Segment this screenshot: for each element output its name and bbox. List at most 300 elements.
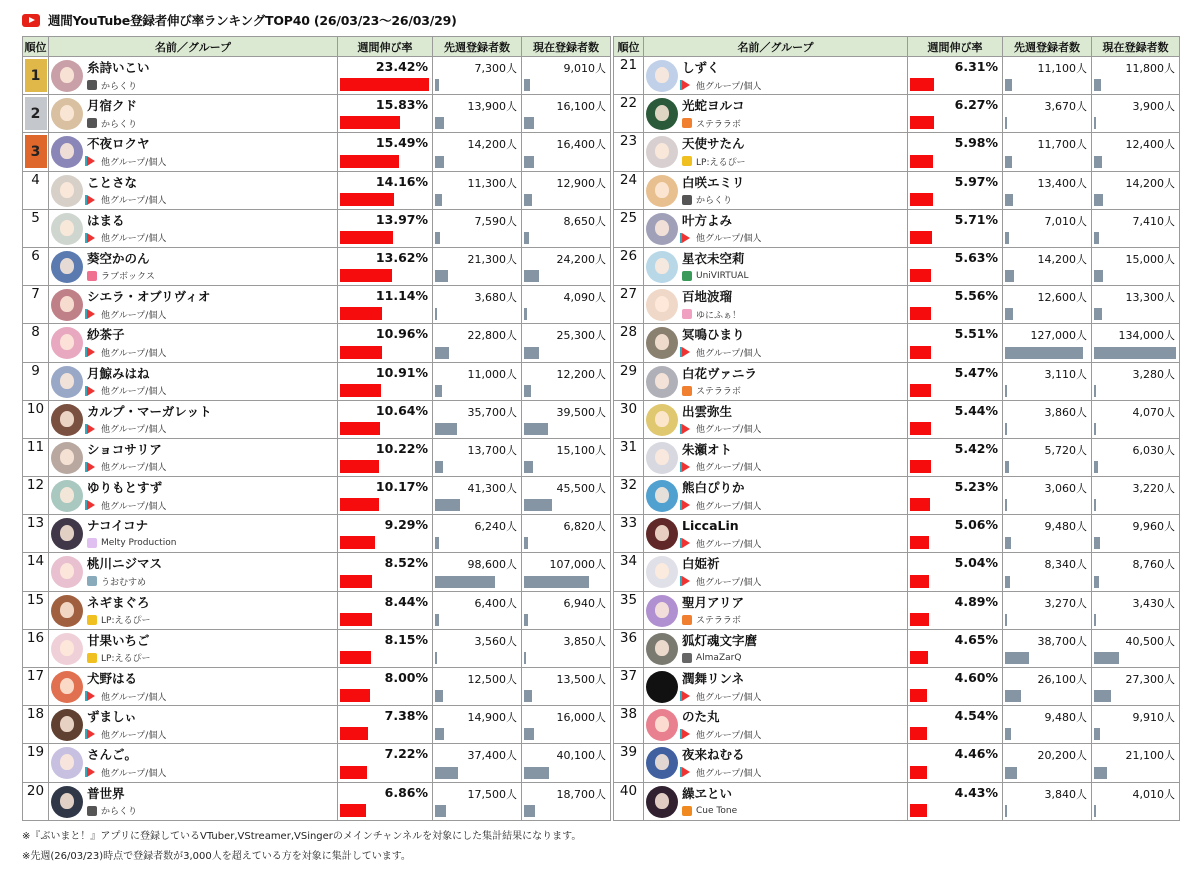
prev-subs: 5,720人: [1044, 443, 1087, 457]
group-logo-icon: [682, 576, 692, 586]
current-subs-bar: [1094, 728, 1100, 740]
growth-bar: [910, 155, 933, 168]
prev-subs: 35,700人: [467, 405, 517, 419]
vtuber-name: 冥鳴ひまり: [682, 327, 745, 343]
growth-cell: [908, 324, 1003, 362]
prev-subs: 3,680人: [474, 291, 517, 305]
growth-rate: 10.96%: [375, 326, 428, 342]
growth-cell: [908, 247, 1003, 285]
prev-subs-bar: [435, 537, 439, 549]
rank-cell: [614, 782, 644, 820]
prev-subs-bar: [435, 576, 495, 588]
name-cell: [49, 668, 338, 706]
growth-cell: [908, 286, 1003, 324]
prev-subs: 98,600人: [467, 558, 517, 572]
prev-subs-bar: [435, 652, 437, 664]
growth-cell: [338, 362, 433, 400]
group-logo-icon: [87, 615, 97, 625]
vtuber-name: 熊白ぴりか: [682, 480, 745, 496]
table-row: [614, 209, 1180, 247]
growth-bar: [340, 78, 429, 91]
group-label: [87, 499, 166, 511]
table-row: [23, 744, 611, 782]
vtuber-avatar-icon: [646, 136, 678, 168]
current-subs-cell: [1092, 209, 1180, 247]
group-logo-icon: [682, 271, 692, 281]
vtuber-name: 月宿クド: [87, 98, 138, 114]
name-cell: [644, 133, 908, 171]
current-subs-cell: [522, 477, 611, 515]
rank-cell: [614, 171, 644, 209]
rank-number: 16: [26, 629, 45, 646]
current-subs: 25,300人: [556, 329, 606, 343]
rank-number: 32: [619, 477, 638, 494]
growth-bar: [910, 116, 934, 129]
table-row: [614, 591, 1180, 629]
growth-rate: 5.97%: [954, 173, 998, 189]
table-row: [614, 247, 1180, 285]
group-label: [682, 423, 761, 435]
group-logo-icon: [682, 538, 692, 548]
table-row: [23, 668, 611, 706]
group-name: 他グループ/個人: [101, 425, 167, 436]
table-row: [614, 286, 1180, 324]
growth-rate: 4.54%: [954, 708, 998, 724]
prev-subs: 13,400人: [1037, 176, 1087, 190]
name-cell: [49, 515, 338, 553]
table-row: [614, 95, 1180, 133]
name-cell: [49, 362, 338, 400]
vtuber-avatar-icon: [51, 442, 83, 474]
vtuber-name: 繰ヱとい: [682, 785, 733, 801]
current-subs: 40,500人: [1125, 634, 1175, 648]
name-cell: [49, 744, 338, 782]
prev-subs: 22,800人: [467, 329, 517, 343]
name-cell: [49, 400, 338, 438]
growth-rate: 8.15%: [384, 631, 428, 647]
rank-medal: [25, 135, 47, 168]
rank-number: 8: [31, 324, 40, 341]
growth-rate: 10.17%: [375, 479, 428, 495]
vtuber-name: 不夜ロクヤ: [87, 136, 150, 152]
header-current-subs: 現在登録者数: [522, 37, 611, 57]
current-subs-cell: [522, 744, 611, 782]
group-logo-icon: [87, 309, 97, 319]
prev-subs-bar: [1005, 652, 1029, 664]
current-subs: 9,910人: [1132, 711, 1175, 725]
vtuber-name: 天使サたん: [682, 136, 745, 152]
group-label: [87, 385, 166, 397]
name-cell: [644, 591, 908, 629]
current-subs-cell: [1092, 286, 1180, 324]
prev-subs: 37,400人: [467, 749, 517, 763]
rank-number: 34: [619, 553, 638, 570]
vtuber-avatar-icon: [51, 175, 83, 207]
rank-number: 20: [26, 782, 45, 799]
growth-bar: [910, 575, 929, 588]
table-row: [614, 324, 1180, 362]
group-name: 他グループ/個人: [101, 234, 167, 245]
prev-subs-cell: [1003, 400, 1092, 438]
prev-subs-cell: [433, 668, 522, 706]
rank-cell: [23, 209, 49, 247]
growth-bar: [910, 498, 930, 511]
rank-number: 15: [26, 591, 45, 608]
current-subs-bar: [1094, 347, 1176, 359]
group-label: [682, 728, 761, 740]
current-subs: 18,700人: [556, 787, 606, 801]
group-logo-icon: [87, 538, 97, 548]
group-name: 他グループ/個人: [696, 577, 762, 588]
growth-bar: [910, 689, 927, 702]
rank-cell: [614, 400, 644, 438]
prev-subs-cell: [1003, 706, 1092, 744]
growth-bar: [340, 231, 393, 244]
vtuber-avatar-icon: [646, 480, 678, 512]
growth-cell: [338, 782, 433, 820]
group-label: [682, 461, 761, 473]
current-subs-bar: [524, 117, 534, 129]
group-name: 他グループ/個人: [101, 463, 167, 474]
rank-number: 21: [619, 57, 638, 73]
growth-cell: [338, 400, 433, 438]
current-subs-bar: [524, 728, 534, 740]
group-name: からくり: [101, 807, 138, 818]
current-subs-bar: [1094, 537, 1100, 549]
growth-bar: [340, 804, 366, 817]
vtuber-name: 甘果いちご: [87, 632, 150, 648]
growth-bar: [340, 422, 380, 435]
group-logo-icon: [682, 729, 692, 739]
group-logo-icon: [87, 653, 97, 663]
vtuber-name: 叶方よみ: [682, 212, 733, 228]
vtuber-avatar-icon: [646, 556, 678, 588]
growth-cell: [908, 668, 1003, 706]
group-name: からくり: [101, 119, 138, 130]
header-rank: 順位: [614, 37, 644, 57]
current-subs-bar: [524, 614, 528, 626]
current-subs: 8,650人: [563, 214, 606, 228]
rank-cell: [614, 553, 644, 591]
prev-subs: 8,340人: [1044, 558, 1087, 572]
current-subs-cell: [1092, 629, 1180, 667]
prev-subs-cell: [433, 553, 522, 591]
growth-cell: [338, 57, 433, 95]
vtuber-name: 百地波瑠: [682, 289, 733, 305]
growth-bar: [340, 193, 394, 206]
prev-subs-bar: [1005, 194, 1013, 206]
rank-cell: [614, 95, 644, 133]
growth-rate: 10.64%: [375, 402, 428, 418]
table-row: [614, 438, 1180, 476]
current-subs-bar: [524, 767, 549, 779]
name-cell: [49, 782, 338, 820]
rank-cell: [614, 133, 644, 171]
table-row: [614, 744, 1180, 782]
rank-number: 31: [619, 438, 638, 455]
growth-rate: 6.27%: [954, 97, 998, 113]
growth-cell: [908, 744, 1003, 782]
footnote: ※『ぶいまと！』アプリに登録しているVTuber,VStreamer,VSingerのメインチャンネルを対象にした集計結果になります。: [22, 831, 582, 842]
rank-cell: [23, 515, 49, 553]
rank-cell: [614, 629, 644, 667]
rank-number: 30: [619, 400, 638, 417]
growth-rate: 6.31%: [954, 59, 998, 74]
vtuber-name: 狐灯魂文字麿: [682, 632, 758, 648]
rank-cell: [23, 133, 49, 171]
name-cell: [49, 553, 338, 591]
rank-cell: [23, 553, 49, 591]
table-row: [23, 629, 611, 667]
prev-subs: 7,590人: [474, 214, 517, 228]
rank-cell: [23, 95, 49, 133]
growth-cell: [908, 57, 1003, 95]
growth-cell: [338, 706, 433, 744]
current-subs-bar: [1094, 423, 1096, 435]
vtuber-name: 潤舞リンネ: [682, 671, 745, 686]
vtuber-name: カルプ・マーガレット: [87, 403, 212, 419]
current-subs: 7,410人: [1132, 214, 1175, 228]
prev-subs-cell: [433, 782, 522, 820]
prev-subs-bar: [1005, 614, 1007, 626]
group-label: [87, 690, 166, 702]
current-subs: 16,000人: [556, 711, 606, 725]
prev-subs: 127,000人: [1030, 329, 1087, 343]
prev-subs: 3,560人: [474, 634, 517, 648]
rank-cell: [614, 591, 644, 629]
current-subs: 12,900人: [556, 176, 606, 190]
prev-subs-cell: [1003, 515, 1092, 553]
prev-subs-bar: [1005, 308, 1013, 320]
header-rank: 順位: [23, 37, 49, 57]
name-cell: [644, 515, 908, 553]
name-cell: [644, 782, 908, 820]
growth-cell: [338, 247, 433, 285]
group-logo-icon: [682, 233, 692, 243]
group-label: [87, 194, 166, 206]
current-subs: 8,760人: [1132, 558, 1175, 572]
vtuber-avatar-icon: [51, 289, 83, 321]
name-cell: [644, 400, 908, 438]
prev-subs-bar: [1005, 270, 1014, 282]
prev-subs: 7,300人: [474, 62, 517, 75]
prev-subs-cell: [1003, 438, 1092, 476]
group-logo-icon: [87, 347, 97, 357]
name-cell: [644, 286, 908, 324]
group-name: 他グループ/個人: [101, 348, 167, 359]
prev-subs: 6,400人: [474, 596, 517, 610]
vtuber-avatar-icon: [646, 633, 678, 665]
prev-subs-cell: [433, 744, 522, 782]
vtuber-name: 朱瀬オト: [682, 441, 733, 457]
current-subs-cell: [1092, 171, 1180, 209]
prev-subs-bar: [1005, 461, 1009, 473]
vtuber-name: 紗茶子: [87, 327, 125, 343]
growth-cell: [338, 629, 433, 667]
vtuber-name: 星衣未空莉: [682, 250, 745, 266]
prev-subs-bar: [435, 614, 439, 626]
rank-cell: [614, 438, 644, 476]
prev-subs: 9,480人: [1044, 520, 1087, 534]
growth-rate: 7.38%: [384, 708, 428, 724]
vtuber-name: ことさな: [87, 174, 138, 190]
group-logo-icon: [682, 195, 692, 205]
prev-subs: 3,270人: [1044, 596, 1087, 610]
prev-subs: 6,240人: [474, 520, 517, 534]
rank-cell: [23, 782, 49, 820]
rank-cell: [23, 477, 49, 515]
name-cell: [49, 629, 338, 667]
current-subs: 13,300人: [1125, 291, 1175, 305]
rank-cell: [614, 515, 644, 553]
group-label: [87, 155, 166, 167]
current-subs-bar: [1094, 767, 1107, 779]
footnote: ※先週(26/03/23)時点で登録者数が3,000人を超えている方を対象に集計しています。: [22, 851, 411, 862]
vtuber-avatar-icon: [51, 709, 83, 741]
prev-subs-cell: [1003, 209, 1092, 247]
current-subs: 3,430人: [1132, 596, 1175, 610]
group-logo-icon: [87, 806, 97, 816]
vtuber-avatar-icon: [51, 251, 83, 283]
current-subs: 134,000人: [1118, 329, 1175, 343]
growth-rate: 5.44%: [954, 402, 998, 418]
rank-number: 18: [26, 706, 45, 723]
name-cell: [644, 247, 908, 285]
prev-subs-bar: [435, 385, 442, 397]
group-name: 他グループ/個人: [101, 387, 167, 397]
current-subs-bar: [1094, 156, 1102, 168]
growth-rate: 10.22%: [375, 440, 428, 456]
prev-subs-cell: [1003, 782, 1092, 820]
growth-cell: [338, 591, 433, 629]
rank-number: 23: [619, 133, 638, 150]
rank-number: 12: [26, 477, 45, 494]
rank-number: 40: [619, 782, 638, 799]
current-subs: 3,900人: [1132, 100, 1175, 114]
prev-subs-bar: [435, 461, 443, 473]
group-logo-icon: [87, 767, 97, 777]
current-subs-bar: [524, 805, 535, 817]
header-growth: 週間伸び率: [338, 37, 433, 57]
prev-subs: 3,670人: [1044, 100, 1087, 114]
prev-subs-cell: [1003, 286, 1092, 324]
prev-subs: 14,200人: [467, 138, 517, 152]
group-logo-icon: [682, 806, 692, 816]
vtuber-name: 葵空かのん: [87, 250, 150, 266]
prev-subs-cell: [433, 209, 522, 247]
prev-subs-cell: [1003, 477, 1092, 515]
current-subs-cell: [1092, 438, 1180, 476]
current-subs-bar: [524, 576, 589, 588]
rank-number: 2: [30, 105, 41, 122]
current-subs-cell: [522, 668, 611, 706]
group-logo-icon: [682, 615, 692, 625]
vtuber-avatar-icon: [646, 327, 678, 359]
vtuber-avatar-icon: [646, 786, 678, 818]
table-row: [614, 553, 1180, 591]
prev-subs: 11,100人: [1037, 62, 1087, 75]
vtuber-name: 普世界: [87, 785, 125, 801]
current-subs-bar: [1094, 385, 1096, 397]
growth-rate: 4.89%: [954, 593, 998, 609]
current-subs-cell: [522, 247, 611, 285]
current-subs: 4,010人: [1132, 787, 1175, 801]
rank-number: 19: [26, 744, 45, 761]
vtuber-avatar-icon: [51, 671, 83, 703]
current-subs: 3,850人: [563, 634, 606, 648]
growth-bar: [910, 536, 929, 549]
group-name: AlmaZarQ: [696, 652, 742, 663]
current-subs-cell: [1092, 706, 1180, 744]
group-name: ゆにふぁ！: [696, 310, 742, 321]
vtuber-avatar-icon: [646, 60, 678, 92]
growth-bar: [910, 78, 934, 91]
vtuber-name: ずましぃ: [87, 709, 137, 725]
growth-cell: [908, 591, 1003, 629]
header-growth: 週間伸び率: [908, 37, 1003, 57]
group-name: LP:えるぴー: [101, 616, 151, 627]
current-subs-bar: [524, 156, 534, 168]
current-subs-bar: [1094, 614, 1096, 626]
current-subs: 14,200人: [1125, 176, 1175, 190]
growth-cell: [908, 209, 1003, 247]
growth-rate: 4.60%: [954, 670, 998, 685]
current-subs-cell: [522, 286, 611, 324]
group-label: [682, 652, 757, 664]
group-name: ラブボックス: [101, 272, 155, 283]
group-name: 他グループ/個人: [101, 310, 167, 321]
vtuber-name: ゆりもとすず: [87, 480, 163, 496]
prev-subs-cell: [1003, 171, 1092, 209]
prev-subs-cell: [433, 438, 522, 476]
name-cell: [49, 171, 338, 209]
prev-subs-cell: [433, 400, 522, 438]
current-subs-bar: [1094, 308, 1102, 320]
prev-subs-cell: [433, 591, 522, 629]
vtuber-avatar-icon: [51, 518, 83, 550]
vtuber-name: ショコサリア: [87, 441, 162, 457]
current-subs-cell: [522, 133, 611, 171]
group-name: 他グループ/個人: [696, 463, 762, 474]
growth-bar: [910, 460, 931, 473]
current-subs: 9,010人: [563, 62, 606, 75]
prev-subs: 3,060人: [1044, 482, 1087, 496]
current-subs-bar: [1094, 232, 1099, 244]
name-cell: [49, 95, 338, 133]
prev-subs: 7,010人: [1044, 214, 1087, 228]
group-logo-icon: [87, 691, 97, 701]
group-name: 他グループ/個人: [101, 157, 167, 168]
prev-subs-cell: [1003, 247, 1092, 285]
vtuber-avatar-icon: [51, 786, 83, 818]
current-subs-bar: [524, 652, 526, 664]
prev-subs-bar: [1005, 576, 1010, 588]
prev-subs-bar: [1005, 232, 1009, 244]
rank-number: 37: [619, 668, 638, 684]
prev-subs: 13,900人: [467, 100, 517, 114]
group-logo-icon: [87, 576, 97, 586]
growth-rate: 7.22%: [384, 746, 428, 762]
growth-bar: [910, 231, 932, 244]
name-cell: [49, 286, 338, 324]
name-cell: [644, 57, 908, 95]
group-name: LP:えるぴー: [696, 157, 746, 168]
prev-subs-bar: [435, 270, 448, 282]
name-cell: [644, 171, 908, 209]
name-cell: [49, 133, 338, 171]
vtuber-avatar-icon: [51, 633, 83, 665]
growth-bar: [910, 727, 927, 740]
